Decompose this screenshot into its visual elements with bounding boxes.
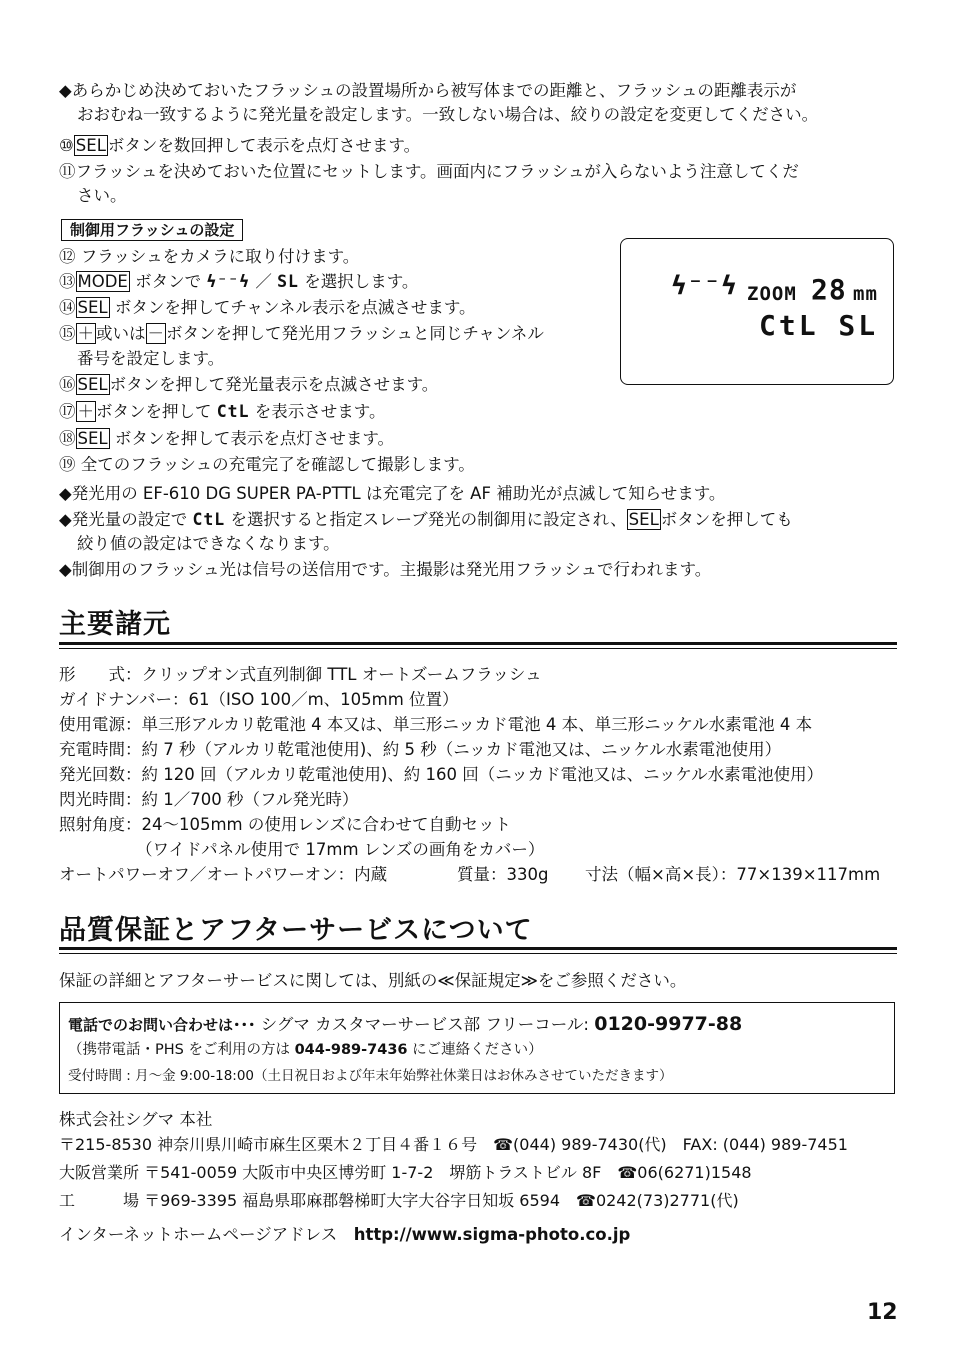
free-dial-number[interactable]: 0120-9977-88: [594, 1013, 743, 1035]
step-13: [59, 269, 418, 294]
spec-row: ガイドナンバー：61（ISO 100／m、105mm 位置）: [59, 690, 459, 709]
step-text: ボタンを数回押して表示を点灯させます。: [107, 136, 421, 155]
plus-key: ＋: [77, 324, 94, 343]
sel-key: SEL: [77, 375, 108, 394]
zoom-label: ZOOM: [747, 283, 797, 305]
step-text: ボタンを押して発光用フラッシュと同じチャンネル: [166, 324, 544, 343]
step-16: [59, 372, 438, 397]
spec-row: 形 式：クリップオン式直列制御 TTL オートズームフラッシュ: [59, 665, 542, 684]
spec-row: 充電時間：約 7 秒（アルカリ乾電池使用)、約 5 秒（ニッカド電池又は、ニッケル水素電池使用）: [59, 740, 782, 759]
step-12: ⑫ フラッシュをカメラに取り付けます。: [59, 247, 360, 266]
zoom-unit: mm: [853, 283, 878, 305]
minus-key: －: [147, 324, 164, 343]
slave-mode-symbol: SL: [277, 272, 299, 291]
spec-row: （ワイドパネル使用で 17mm レンズの画角をカバー）: [136, 840, 545, 859]
flash-control-icon: ϟ⁻⁻ϟ: [206, 272, 251, 291]
website-link[interactable]: http://www.sigma-photo.co.jp: [353, 1225, 631, 1244]
spec-row: 閃光時間：約 1／700 秒（フル発光時）: [59, 790, 359, 809]
step-18: [59, 426, 394, 451]
note-2: [59, 507, 793, 532]
page-number: 12: [867, 1300, 898, 1325]
spec-row-dimensions: 寸法（幅×高×長）：77×139×117mm: [585, 865, 881, 884]
sel-key: SEL: [75, 136, 106, 155]
contact-line: [68, 1013, 742, 1036]
lcd-display-panel: [620, 238, 894, 385]
note-text: ボタンを押しても: [660, 510, 793, 529]
step-number: ⑩: [59, 136, 74, 155]
step-number: ⑰: [59, 402, 76, 421]
note-text: を選択すると指定スレーブ発光の制御用に設定され、: [225, 510, 627, 529]
step-11-line1: ⑪フラッシュを決めておいた位置にセットします。画面内にフラッシュが入らないよう注意してくだ: [59, 162, 799, 181]
step-text: ボタンで: [129, 272, 207, 291]
spec-row: 照射角度：24〜105mm の使用レンズに合わせて自動セット: [59, 815, 511, 834]
mobile-number[interactable]: 044-989-7436: [294, 1042, 408, 1058]
step-10: [59, 133, 420, 158]
spec-row-weight: 質量：330g: [457, 865, 549, 884]
flash-control-icon: ϟ⁻⁻ϟ: [671, 271, 738, 301]
step-text: ボタンを押して発光量表示を点滅させます。: [109, 375, 439, 394]
step-text: ボタンを押してチャンネル表示を点滅させます。: [109, 298, 476, 317]
warranty-intro: 保証の詳細とアフターサービスに関しては、別紙の≪保証規定≫をご参照ください。: [59, 971, 687, 990]
sel-key: SEL: [77, 429, 108, 448]
step-11-line2: さい。: [77, 186, 127, 205]
specs-heading: 主要諸元: [59, 609, 171, 640]
osaka-office-address: 大阪営業所 〒541-0059 大阪市中央区博労町 1-7-2 堺筋トラストビル 8F ☎06(6271)1548: [59, 1163, 752, 1182]
step-number: ⑮: [59, 324, 76, 343]
contact-lead: 電話でのお問い合わせは･･･: [68, 1016, 256, 1034]
intro-bullet-line1: ◆あらかじめ決めておいたフラッシュの設置場所から被写体までの距離と、フラッシュの距離表示が: [59, 81, 797, 100]
sel-key: SEL: [77, 298, 108, 317]
spec-row: 使用電源：単三形アルカリ乾電池 4 本又は、単三形ニッカド電池 4 本、単三形ニッケル水素電池 4 本: [59, 715, 813, 734]
step-17: [59, 399, 386, 424]
note-3: ◆制御用のフラッシュ光は信号の送信用です。主撮影は発光用フラッシュで行われます。: [59, 560, 712, 579]
step-text: を選択します。: [298, 272, 419, 291]
spec-row: 発光回数：約 120 回（アルカリ乾電池使用)、約 160 回（ニッカド電池又は、ニッケル水素電池使用）: [59, 765, 824, 784]
web-label: インターネットホームページアドレス: [59, 1225, 354, 1244]
step-14: [59, 295, 476, 320]
specs-rule-thick: [59, 642, 897, 645]
mobile-line: [68, 1039, 543, 1061]
spec-row-power: オートパワーオフ／オートパワーオン：内蔵: [59, 865, 388, 884]
mobile-text: にご連絡ください）: [407, 1042, 543, 1058]
sel-key: SEL: [628, 510, 659, 529]
warranty-rule-thick: [59, 947, 897, 950]
section-label-control-flash: 制御用フラッシュの設定: [61, 219, 243, 241]
step-text: ボタンを押して: [96, 402, 217, 421]
note-text: ◆発光量の設定で: [59, 510, 193, 529]
step-number: ⑯: [59, 375, 76, 394]
mode-key: MODE: [77, 272, 128, 291]
warranty-rule-thin: [59, 953, 897, 954]
step-text: ボタンを押して表示を点灯させます。: [109, 429, 395, 448]
step-number: ⑱: [59, 429, 76, 448]
intro-bullet-line2: おおむね一致するように発光量を設定します。一致しない場合は、絞りの設定を変更してください。: [77, 105, 819, 124]
ctl-symbol: CtL: [216, 402, 250, 421]
step-15-line2: 番号を設定します。: [77, 349, 225, 368]
step-number: ⑭: [59, 298, 76, 317]
warranty-heading: 品質保証とアフターサービスについて: [59, 915, 533, 946]
step-15: [59, 321, 544, 346]
plus-key: ＋: [77, 402, 94, 421]
hq-address: 〒215-8530 神奈川県川崎市麻生区栗木２丁目４番１６号 ☎(044) 989-7430(代) FAX: (044) 989-7451: [59, 1135, 848, 1154]
web-line: [59, 1222, 630, 1247]
contact-box: [59, 1002, 895, 1094]
specs-rule-thin: [59, 648, 897, 649]
mode-readout: CtL SL: [759, 309, 879, 342]
ctl-symbol: CtL: [192, 510, 226, 529]
note-2-line2: 絞り値の設定はできなくなります。: [77, 534, 340, 553]
service-hours: 受付時間 : 月〜金 9:00-18:00（土日祝日および年末年始弊社休業日はお休みさせていただきます）: [68, 1068, 673, 1084]
company-name: 株式会社シグマ 本社: [59, 1110, 213, 1129]
separator: ／: [250, 272, 278, 291]
step-text: を表示させます。: [249, 402, 386, 421]
mobile-text: （携帯電話・PHS をご利用の方は: [68, 1042, 295, 1058]
contact-dept: シグマ カスタマーサービス部 フリーコール:: [255, 1015, 595, 1034]
factory-address: 工 場 〒969-3395 福島県耶麻郡磐梯町大字大谷字日知坂 6594 ☎0242(73)2771(代): [59, 1191, 739, 1210]
note-1: ◆発光用の EF-610 DG SUPER PA-PTTL は充電完了を AF 補助光が点滅して知らせます。: [59, 484, 726, 503]
step-number: ⑬: [59, 272, 76, 291]
step-text: 或いは: [96, 324, 146, 343]
step-19: ⑲ 全てのフラッシュの充電完了を確認して撮影します。: [59, 455, 475, 474]
zoom-value: 28: [811, 273, 847, 306]
